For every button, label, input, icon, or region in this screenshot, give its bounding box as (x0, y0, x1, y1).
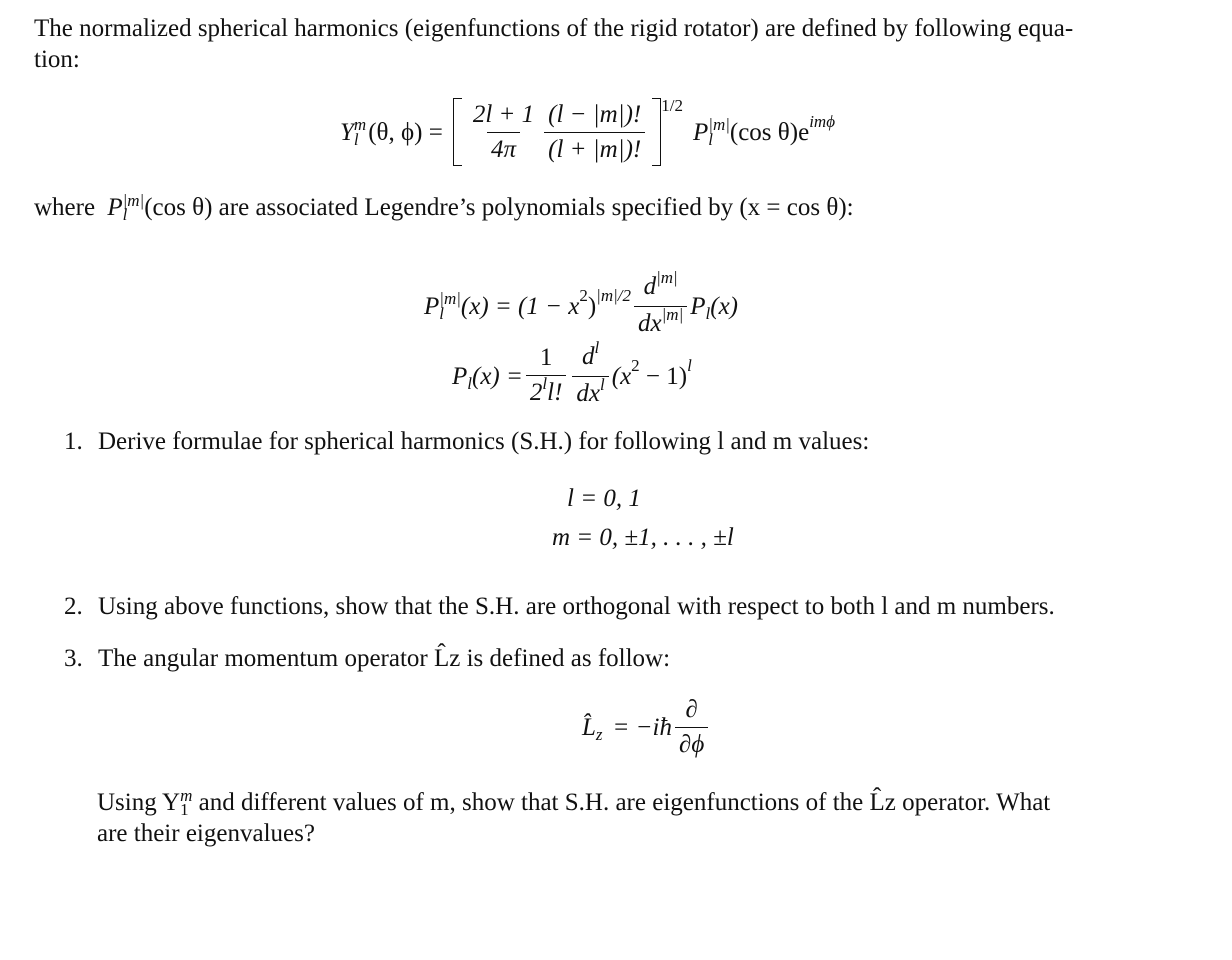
spherical-harmonic-equation: Y m l (θ, ϕ) = $\frac{2l + 1}{4\pi}$ $\frac{(l - |m|)!}{(l + |m|)!}$ 1/2 P |m| l (cos θ)e imϕ (340, 92, 835, 172)
open-bracket (453, 98, 462, 166)
y-sup: m (353, 115, 367, 134)
closing-line-2: are their eigenvalues? (97, 820, 315, 847)
rodrigues-derivative: $\frac{d^l}{dx^l}$ (572, 342, 608, 411)
y-args: (θ, ϕ) = (368, 118, 443, 146)
derivative-fraction: $\frac{d^{|m|}}{dx^{|m|}}$ (634, 272, 687, 341)
intro-line-2: tion: (34, 46, 80, 73)
m-values: m = 0, ±1, . . . , ±l (552, 524, 734, 551)
fraction-factorials: $\frac{(l - |m|)!}{(l + |m|)!}$ (544, 100, 645, 165)
where-line: where P |m| l (cos θ) are associated Legendre’s polynomials specified by (x = cos θ): (34, 190, 854, 224)
y-symbol: Y (340, 118, 354, 146)
legendre-polynomial-equation: P l (x) = $\frac{1}{2^ll!}$ $\frac{d^l}{dx^l}$ (x 2 − 1) l (452, 340, 692, 412)
y-sub: l (353, 130, 359, 149)
intro-line-1: The normalized spherical harmonics (eigenfunctions of the rigid rotator) are defined by following equa- (34, 15, 1074, 42)
list-item-1: 1. Derive formulae for spherical harmonics (S.H.) for following l and m values: (64, 428, 870, 455)
exp-imphi: imϕ (809, 111, 835, 131)
associated-legendre-equation: P |m| l (x) = (1 − x 2 ) |m|/2 $\frac{d^{|m|}}{dx^{|m|}}$ P l (x) (424, 270, 738, 342)
p-args: (cos θ)e (729, 118, 810, 146)
l-values: l = 0, 1 (567, 485, 641, 512)
lz-operator-equation: L̂ z = −iħ $\frac{\partial}{\partial\phi}$ (582, 694, 711, 760)
closing-line-1: Using Y m 1 and different values of m, show that S.H. are eigenfunctions of the L̂z operator. What (97, 785, 1051, 819)
list-item-3: 3. The angular momentum operator L̂z is defined as follow: (64, 645, 671, 672)
close-bracket (652, 98, 661, 166)
list-item-2: 2. Using above functions, show that the S.H. are orthogonal with respect to both l and m numbers. (64, 593, 1055, 620)
rodrigues-coefficient: $\frac{1}{2^ll!}$ (526, 343, 567, 410)
power-half: 1/2 (661, 96, 683, 115)
partial-phi-fraction: $\frac{\partial}{\partial\phi}$ (675, 695, 708, 760)
fraction-2l-plus-1: $\frac{2l + 1}{4\pi}$ (472, 100, 535, 163)
p-symbol: P (692, 118, 709, 146)
